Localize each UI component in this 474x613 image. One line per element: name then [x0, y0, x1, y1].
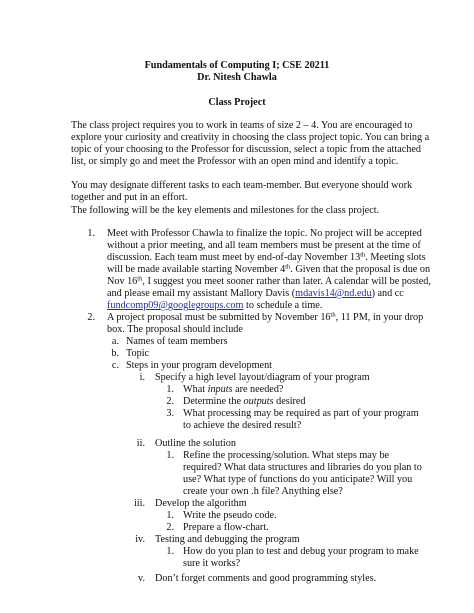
list-roman: iv.	[135, 534, 145, 545]
text-run: discussion. Each team must meet by end-of-day November 13	[107, 252, 361, 263]
text-run: A project proposal must be submitted by November 16	[107, 312, 331, 323]
text-line	[183, 384, 283, 396]
intro-paragraph-3: The following will be the key elements and milestones for the class project.	[71, 205, 380, 216]
text-line: Steps in your program development	[126, 360, 272, 371]
text-line: create your own .h file? Anything else?	[183, 486, 343, 497]
text-line	[107, 264, 430, 276]
list-number: 1.	[87, 228, 95, 239]
text-run: What	[183, 384, 208, 395]
text-run: to schedule a time.	[243, 300, 323, 311]
text-line: Meet with Professor Chawla to finalize the topic. No project will be accepted	[107, 228, 422, 239]
text-run: and please email my assistant Mallory Davis (	[107, 288, 296, 299]
text-run: ) and cc	[371, 288, 404, 299]
list-number: 2.	[166, 522, 174, 533]
list-roman: ii.	[136, 438, 145, 449]
emphasis: inputs	[207, 384, 233, 395]
text-line: required? What data structures and libraries do you plan to	[183, 462, 422, 473]
list-number: 1.	[166, 450, 174, 461]
text-line: Write the pseudo code.	[183, 510, 277, 521]
course-title: Fundamentals of Computing I; CSE 20211	[144, 60, 330, 71]
text-line: Specify a high level layout/diagram of your program	[155, 372, 370, 383]
text-line: together and put in an effort.	[71, 192, 188, 203]
list-number: 2.	[87, 312, 95, 323]
text-run: are needed?	[232, 384, 284, 395]
emphasis: outputs	[243, 396, 274, 407]
text-line: What processing may be required as part of your program	[183, 408, 419, 419]
text-line: Testing and debugging the program	[155, 534, 300, 545]
text-line: Outline the solution	[155, 438, 236, 449]
group-email-link[interactable]: fundcomp09@googlegroups.com	[107, 300, 244, 311]
text-line: to achieve the desired result?	[183, 420, 302, 431]
text-line	[107, 252, 426, 264]
text-line: explore your curiosity and creativity in choosing the class project topic. You can bring a	[71, 132, 430, 143]
text-line	[107, 288, 404, 300]
assistant-email-link[interactable]: mdavis14@nd.edu	[295, 288, 372, 299]
list-number: 3.	[166, 408, 174, 419]
text-line: The class project requires you to work in teams of size 2 – 4. You are encouraged to	[71, 120, 413, 131]
text-line	[183, 396, 306, 408]
text-line: Develop the algorithm	[155, 498, 247, 509]
superscript: th	[137, 275, 143, 283]
text-line: use? What type of functions do you anticipate? Will you	[183, 474, 413, 485]
list-number: 1.	[166, 510, 174, 521]
text-line: topic of your choosing to the Professor for discussion, select a topic from the attached	[71, 144, 421, 155]
section-heading: Class Project	[208, 97, 266, 108]
text-run: , I suggest you meet sooner rather than later. A calendar will be posted,	[142, 276, 431, 287]
text-run: desired	[273, 396, 306, 407]
list-number: 1.	[166, 546, 174, 557]
text-line: How do you plan to test and debug your program to make	[183, 546, 419, 557]
text-line: list, or simply go and meet the Professor with an open mind and identify a topic.	[71, 156, 399, 167]
text-run: . Meeting slots	[365, 252, 426, 263]
list-number: 1.	[166, 384, 174, 395]
text-line	[107, 300, 322, 312]
text-run: . Given that the proposal is due on	[290, 264, 431, 275]
text-run: Nov 16	[107, 276, 138, 287]
list-letter: c.	[111, 360, 119, 371]
superscript: th	[330, 311, 336, 319]
list-letter: a.	[111, 336, 119, 347]
text-line: Names of team members	[126, 336, 228, 347]
text-line: Prepare a flow-chart.	[183, 522, 269, 533]
text-line: Topic	[126, 348, 150, 359]
text-line: box. The proposal should include	[107, 324, 243, 335]
list-roman: v.	[138, 573, 145, 584]
list-roman: i.	[139, 372, 145, 383]
text-run: will be made available starting November 4	[107, 264, 286, 275]
text-line	[107, 312, 423, 324]
text-line: Refine the processing/solution. What steps may be	[183, 450, 390, 461]
text-line	[107, 276, 431, 288]
list-number: 2.	[166, 396, 174, 407]
instructor-name: Dr. Nitesh Chawla	[197, 72, 277, 83]
list-roman: iii.	[133, 498, 145, 509]
text-line: You may designate different tasks to each team-member. But everyone should work	[71, 180, 413, 191]
superscript: th	[360, 251, 366, 259]
text-line: without a prior meeting, and all team members must be present at the time of	[107, 240, 421, 251]
text-run: , 11 PM, in your drop	[335, 312, 424, 323]
text-run: Determine the	[183, 396, 244, 407]
list-letter: b.	[111, 348, 119, 359]
text-line: Don’t forget comments and good programming styles.	[155, 573, 377, 584]
superscript: th	[285, 263, 291, 271]
text-line: sure it works?	[183, 558, 241, 569]
